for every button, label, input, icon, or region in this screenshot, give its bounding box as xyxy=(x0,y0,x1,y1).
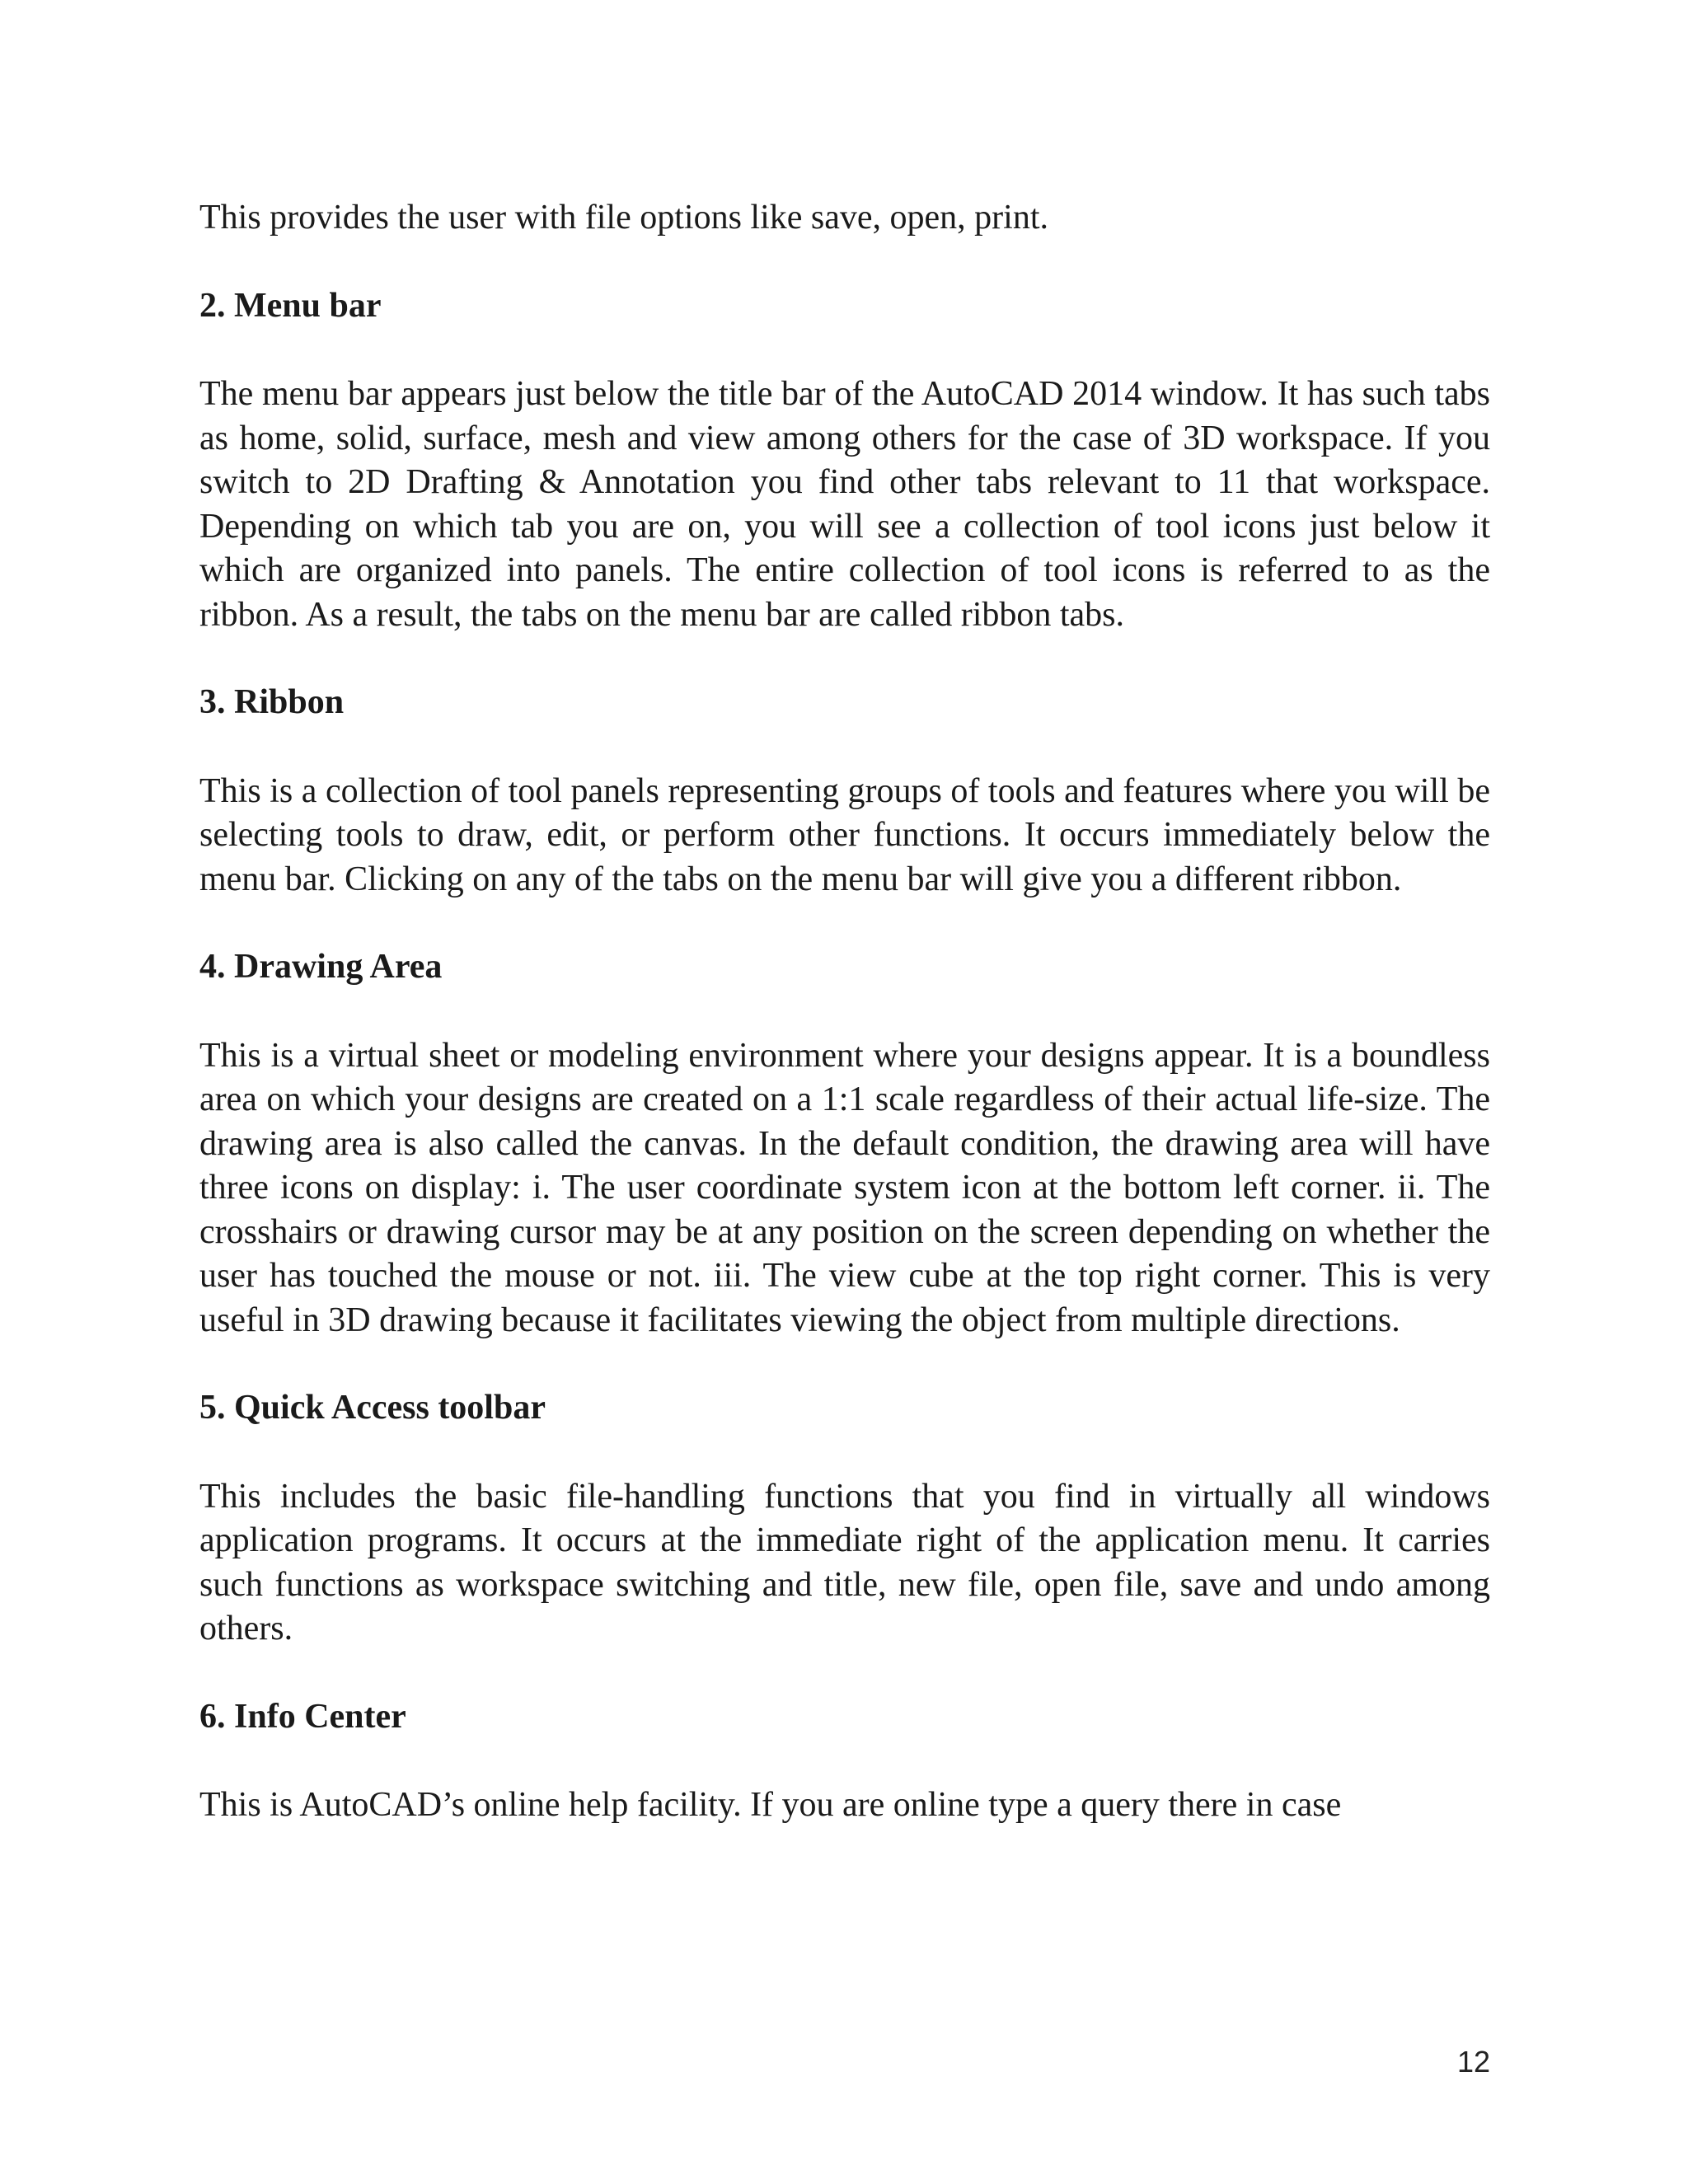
section-heading-drawing-area: 4. Drawing Area xyxy=(199,948,443,986)
section-body-info-center: This is AutoCAD’s online help facility. If you are online type a query there in case xyxy=(199,1786,1342,1824)
section-heading-menu-bar: 2. Menu bar xyxy=(199,286,382,325)
intro-paragraph: This provides the user with file options like save, open, print. xyxy=(199,199,1048,237)
page-content xyxy=(199,196,1490,1828)
page-number: 12 xyxy=(1456,2045,1490,2079)
section-body-drawing-area: This is a virtual sheet or modeling environment where your designs appear. It is a boundless area on which your designs are created on a 1:1 scale regardless of their actual life-size. The drawing area is also called the canvas. In the default condition, the drawing area will have three icons on display: i. The user coordinate system icon at the bottom left corner. ii. The crosshairs or drawing cursor may be at any position on the screen depending on whether the user has touched the mouse or not. iii. The view cube at the top right corner. This is very useful in 3D drawing because it facilitates viewing the object from multiple directions. xyxy=(199,1036,1490,1339)
section-body-menu-bar: The menu bar appears just below the title bar of the AutoCAD 2014 window. It has such tabs as home, solid, surface, mesh and view among others for the case of 3D workspace. If you switch to 2D Drafting & Annotation you find other tabs relevant to 11 that workspace. Depending on which tab you are on, you will see a collection of tool icons just below it which are organized into panels. The entire collection of tool icons is referred to as the ribbon. As a result, the tabs on the menu bar are called ribbon tabs. xyxy=(199,375,1490,634)
section-body-ribbon: This is a collection of tool panels representing groups of tools and features where you will be selecting tools to draw, edit, or perform other functions. It occurs immediately below the menu bar. Clicking on any of the tabs on the menu bar will give you a different ribbon. xyxy=(199,771,1490,898)
section-heading-ribbon: 3. Ribbon xyxy=(199,683,345,721)
section-body-quick-access-toolbar: This includes the basic file-handling functions that you find in virtually all windows application programs. It occurs at the immediate right of the application menu. It carries such functions as workspace switching and title, new file, open file, save and undo among others. xyxy=(199,1477,1490,1647)
section-heading-quick-access-toolbar: 5. Quick Access toolbar xyxy=(199,1389,546,1427)
section-heading-info-center: 6. Info Center xyxy=(199,1697,406,1736)
